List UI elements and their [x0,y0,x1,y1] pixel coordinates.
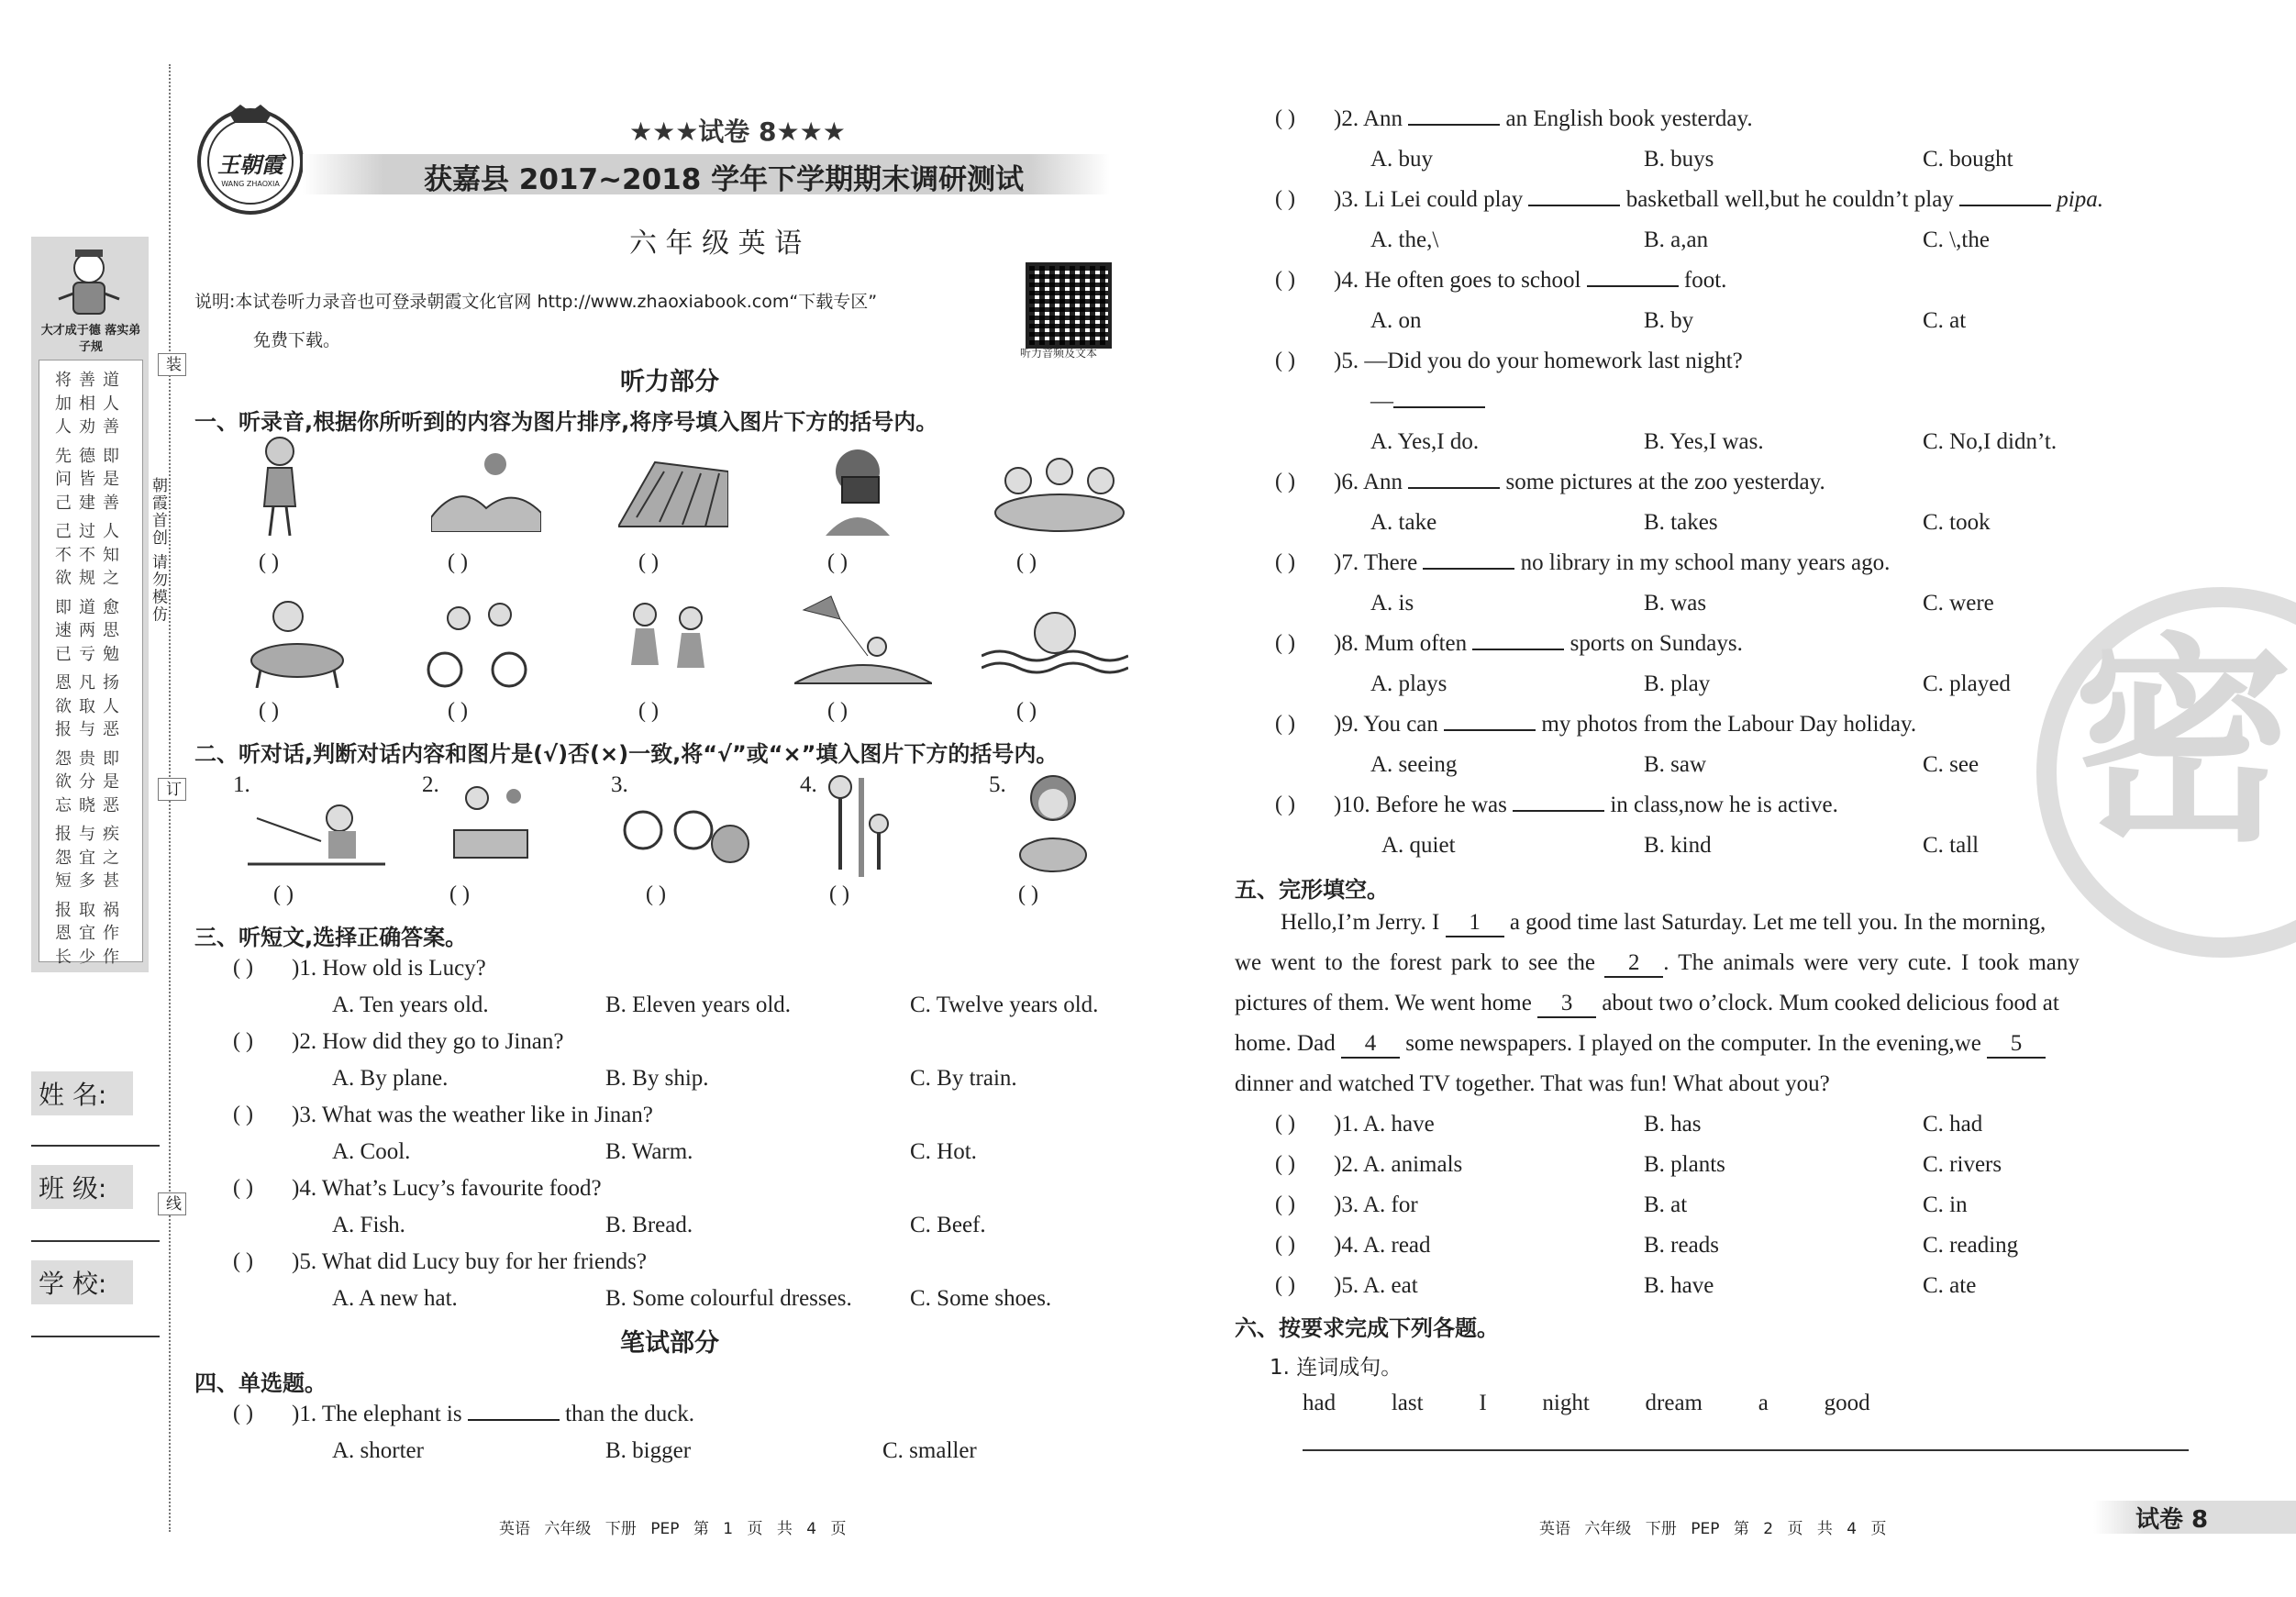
fold-text-4: 线 [158,1192,186,1215]
cloze-line-3: pictures of them. We went home 3 about two o’clock. Mum cooked delicious food at [1235,991,2059,1018]
answer-paren[interactable]: ( ) [233,1029,253,1053]
option-a[interactable]: A. shorter [332,1438,424,1463]
option-c[interactable]: C. reading [1923,1233,2019,1258]
picture-picnic-group [991,444,1128,536]
option-b[interactable]: B. was [1644,591,1707,616]
question-text: )2. How did they go to Jinan? [292,1029,564,1054]
option-c[interactable]: C. By train. [910,1066,1017,1091]
question-text: )6. Ann some pictures at the zoo yesterday. [1334,470,1825,494]
answer-paren[interactable]: ( ) [1275,1152,1295,1176]
answer-paren[interactable]: ( ) [1275,106,1295,130]
option-c[interactable]: C. see [1923,752,1980,777]
option-a[interactable]: A. the,\ [1370,227,1439,252]
picture-horse-riding [224,596,361,688]
cloze-blank-5[interactable]: 5 [1987,1031,2046,1059]
option-b[interactable]: B. at [1644,1192,1688,1217]
option-a[interactable]: A. buy [1370,147,1434,172]
question-text: )3. What was the weather like in Jinan? [292,1103,653,1127]
option-c[interactable]: C. were [1923,591,1994,616]
answer-paren[interactable]: ( ) [1275,1273,1295,1297]
picture-photographer [807,444,917,536]
instruction-line-1: 说明:本试卷听力录音也可登录朝霞文化官网 http://www.zhaoxiabook.com“下载专区” [194,292,878,312]
option-b[interactable]: B. have [1644,1273,1714,1298]
option-b[interactable]: B. Some colourful dresses. [605,1286,852,1311]
part1-title: 一、听录音,根据你所听到的内容为图片排序,将序号填入图片下方的括号内。 [194,409,938,435]
part2-paren-5[interactable]: ( ) [1018,882,1038,906]
option-c[interactable]: C. \,the [1923,227,1990,252]
part5-title: 五、完形填空。 [1235,877,1389,903]
part6-answer-line[interactable] [1303,1449,2189,1451]
footer-left: 英语 六年级 下册 PEP 第 1 页 共 4 页 [499,1520,847,1538]
name-field[interactable] [31,1145,160,1147]
answer-paren[interactable]: ( ) [233,1402,253,1425]
answer-line: — [1370,389,1485,415]
question-text: )5. What did Lucy buy for her friends? [292,1249,647,1274]
part4-title: 四、单选题。 [194,1370,327,1396]
part2-paren-4[interactable]: ( ) [829,882,849,906]
question-text: )4. What’s Lucy’s favourite food? [292,1176,602,1201]
blank[interactable] [468,1418,560,1421]
option-a[interactable]: )1. A. have [1334,1112,1435,1137]
cloze-line-1: Hello,I’m Jerry. I 1 a good time last Saturday. Let me tell you. In the morning, [1281,910,2046,937]
class-label: 班 级: [31,1165,133,1209]
option-b[interactable]: B. has [1644,1112,1702,1137]
option-b[interactable]: B. takes [1644,510,1718,535]
picture-skating-pair [613,596,723,688]
picture-bike-boy [620,789,758,871]
option-c[interactable]: C. rivers [1923,1152,2002,1177]
part1-paren-5[interactable]: ( ) [1016,550,1037,574]
question-text: )7. There no library in my school many years ago. [1334,550,1891,575]
part1-paren-7[interactable]: ( ) [448,699,468,723]
part1-paren-10[interactable]: ( ) [1016,699,1037,723]
blank[interactable] [1408,486,1500,489]
option-a[interactable]: A. is [1370,591,1414,616]
part2-paren-2[interactable]: ( ) [449,882,470,906]
logo-text: 王朝霞 [217,154,283,178]
question-text: )8. Mum often sports on Sundays. [1334,631,1743,656]
option-b[interactable]: B. play [1644,671,1711,696]
blank[interactable] [1587,284,1679,287]
option-b[interactable]: B. reads [1644,1233,1719,1258]
name-label: 姓 名: [31,1071,133,1115]
exam-subtitle: 六 年 级 英 语 [629,227,803,260]
question-text: )9. You can my photos from the Labour Day holiday. [1334,712,1917,737]
option-b[interactable]: B. By ship. [605,1066,709,1091]
option-c[interactable]: C. had [1923,1112,1983,1137]
paper-badge: ★★★试卷 8★★★ [629,116,846,147]
part1-paren-1[interactable]: ( ) [259,550,279,574]
option-a[interactable]: )5. A. eat [1334,1273,1418,1298]
option-c[interactable]: C. played [1923,671,2011,696]
picture-table-tennis [440,780,541,876]
option-b[interactable]: B. bigger [605,1438,692,1463]
answer-paren[interactable]: ( ) [1275,349,1295,372]
option-c[interactable]: C. took [1923,510,1991,535]
fold-text-2: 朝霞首创 请勿模仿 [149,477,167,624]
exam-title: 获嘉县 2017~2018 学年下学期期末调研测试 [424,163,1025,196]
option-a[interactable]: A. seeing [1370,752,1458,777]
option-a[interactable]: )4. A. read [1334,1233,1431,1258]
motto-text: 将善道 加相人 人劝善 先德即 问皆是 己建善 己过人 不不知 欲规之 即道愈 速两思 已亏勉 恩凡扬 欲取人 报与恶 怨贵即 欲分是 忘晓恶 报与疾 怨宜之 短多甚 报取祸 恩宜作 长少作 [55,371,127,967]
picture-measuring-height [822,769,904,877]
option-c[interactable]: C. No,I didn’t. [1923,429,2058,454]
answer-paren[interactable]: ( ) [1275,268,1295,292]
option-c[interactable]: C. ate [1923,1273,1977,1298]
qr-code-image [1026,262,1112,349]
option-c[interactable]: C. Hot. [910,1139,977,1164]
part6-title: 六、按要求完成下列各题。 [1235,1315,1499,1341]
footer-right: 英语 六年级 下册 PEP 第 2 页 共 4 页 [1539,1520,1887,1538]
cloze-blank-3[interactable]: 3 [1537,991,1596,1018]
option-b[interactable]: B. saw [1644,752,1707,777]
blank[interactable] [1444,728,1536,731]
answer-paren[interactable]: ( ) [233,1176,253,1200]
part1-paren-9[interactable]: ( ) [827,699,848,723]
logo-subtext: WANG ZHAOXIA [221,180,280,188]
picture-sun-hills [431,444,541,532]
option-b[interactable]: B. kind [1644,833,1712,858]
part6-subtitle: 1. 连词成句。 [1270,1356,1403,1380]
option-c[interactable]: C. bought [1923,147,2013,172]
blank[interactable] [1513,809,1604,812]
option-a[interactable]: A. Ten years old. [332,993,489,1017]
mascot-image [48,240,130,323]
option-c[interactable]: C. at [1923,308,1967,333]
option-b[interactable]: B. a,an [1644,227,1709,252]
option-a[interactable]: A. plays [1370,671,1447,696]
blank[interactable] [1423,567,1514,570]
option-c[interactable]: C. in [1923,1192,1968,1217]
answer-paren[interactable]: ( ) [1275,1112,1295,1136]
school-label: 学 校: [31,1260,133,1304]
option-b[interactable]: B. plants [1644,1152,1725,1177]
cloze-blank-4[interactable]: 4 [1341,1031,1400,1059]
written-heading: 笔试部分 [620,1329,719,1358]
question-text: )3. Li Lei could play basketball well,but he couldn’t play pipa. [1334,187,2103,212]
watermark-char: 密 [2073,615,2294,871]
question-text: )1. The elephant is than the duck. [292,1402,695,1426]
part1-paren-2[interactable]: ( ) [448,550,468,574]
answer-paren[interactable]: ( ) [1275,550,1295,574]
option-b[interactable]: B. Warm. [605,1139,693,1164]
fold-text-1: 装 [158,353,186,376]
picture-girl-washing [1007,771,1099,877]
option-b[interactable]: B. by [1644,308,1694,333]
question-text: )1. How old is Lucy? [292,956,486,981]
option-a[interactable]: A. A new hat. [332,1286,458,1311]
answer-paren[interactable]: ( ) [233,1103,253,1126]
part2-number-4: 4. [800,772,817,797]
option-a[interactable]: A. take [1370,510,1437,535]
option-c[interactable]: C. smaller [882,1438,977,1463]
school-field[interactable] [31,1336,160,1337]
picture-fishing [248,791,385,873]
option-a[interactable]: )2. A. animals [1334,1152,1463,1177]
option-a[interactable]: )3. A. for [1334,1192,1418,1217]
answer-paren[interactable]: ( ) [1275,712,1295,736]
option-a[interactable]: A. By plane. [332,1066,449,1091]
cloze-blank-1[interactable]: 1 [1446,910,1504,937]
option-a[interactable]: A. on [1370,308,1422,333]
part2-number-5: 5. [989,772,1006,797]
motto-title: 大才成于德 落实弟子规 [40,324,141,354]
part6-words: had last I night dream a good [1303,1391,1870,1415]
picture-cycling [422,596,532,688]
part2-number-1: 1. [233,772,250,797]
blank[interactable] [1472,648,1564,650]
option-c[interactable]: C. Some shoes. [910,1286,1052,1311]
qr-caption: 听力音频及文本 [1020,347,1098,360]
question-text: )5. —Did you do your homework last night? [1334,349,1743,373]
blank[interactable] [1959,204,2051,206]
cloze-line-5: dinner and watched TV together. That was fun! What about you? [1235,1071,1830,1096]
part1-paren-3[interactable]: ( ) [638,550,659,574]
question-text: )4. He often goes to school foot. [1334,268,1727,293]
option-b[interactable]: B. Yes,I was. [1644,429,1764,454]
blank[interactable] [1393,405,1485,408]
blank[interactable] [1408,123,1500,126]
part1-paren-4[interactable]: ( ) [827,550,848,574]
part2-number-3: 3. [611,772,628,797]
part1-paren-8[interactable]: ( ) [638,699,659,723]
instruction-line-2: 免费下载。 [253,330,341,350]
option-a[interactable]: A. Fish. [332,1213,405,1237]
picture-swimming [982,605,1128,679]
part2-title: 二、听对话,判断对话内容和图片是(√)否(×)一致,将“√”或“×”填入图片下方的括号内。 [194,741,1059,767]
cloze-line-4: home. Dad 4 some newspapers. I played on the computer. In the evening,we 5 [1235,1031,2046,1059]
answer-paren[interactable]: ( ) [233,1249,253,1273]
part2-number-2: 2. [422,772,439,797]
fold-text-3: 订 [158,778,186,801]
option-a[interactable]: A. Yes,I do. [1370,429,1480,454]
part3-title: 三、听短文,选择正确答案。 [194,925,468,950]
answer-paren[interactable]: ( ) [1275,793,1295,816]
picture-kite-flying [794,592,932,688]
blank[interactable] [1528,204,1620,206]
answer-paren[interactable]: ( ) [1275,187,1295,211]
part1-paren-6[interactable]: ( ) [259,699,279,723]
option-c[interactable]: C. Twelve years old. [910,993,1099,1017]
class-field[interactable] [31,1240,160,1242]
option-a[interactable]: A. quiet [1381,833,1456,858]
picture-field-rows [618,444,728,532]
option-c[interactable]: C. tall [1923,833,1980,858]
part2-paren-3[interactable]: ( ) [646,882,666,906]
option-c[interactable]: C. Beef. [910,1213,986,1237]
answer-paren[interactable]: ( ) [1275,631,1295,655]
question-text: )10. Before he was in class,now he is active. [1334,793,1838,817]
option-b[interactable]: B. buys [1644,147,1714,172]
option-a[interactable]: A. Cool. [332,1139,411,1164]
answer-paren[interactable]: ( ) [1275,1233,1295,1257]
option-b[interactable]: B. Bread. [605,1213,693,1237]
corner-badge: 试卷 8 [2135,1506,2209,1534]
question-text: )2. Ann an English book yesterday. [1334,106,1753,131]
option-b[interactable]: B. Eleven years old. [605,993,792,1017]
cloze-line-2: we went to the forest park to see the 2 . The animals were very cute. I took many [1235,950,2080,978]
picture-girl-skating [248,433,312,543]
answer-paren[interactable]: ( ) [1275,1192,1295,1216]
listening-heading: 听力部分 [620,368,719,396]
answer-paren[interactable]: ( ) [1275,470,1295,494]
part2-paren-1[interactable]: ( ) [273,882,294,906]
cloze-blank-2[interactable]: 2 [1604,950,1663,978]
answer-paren[interactable]: ( ) [233,956,253,980]
